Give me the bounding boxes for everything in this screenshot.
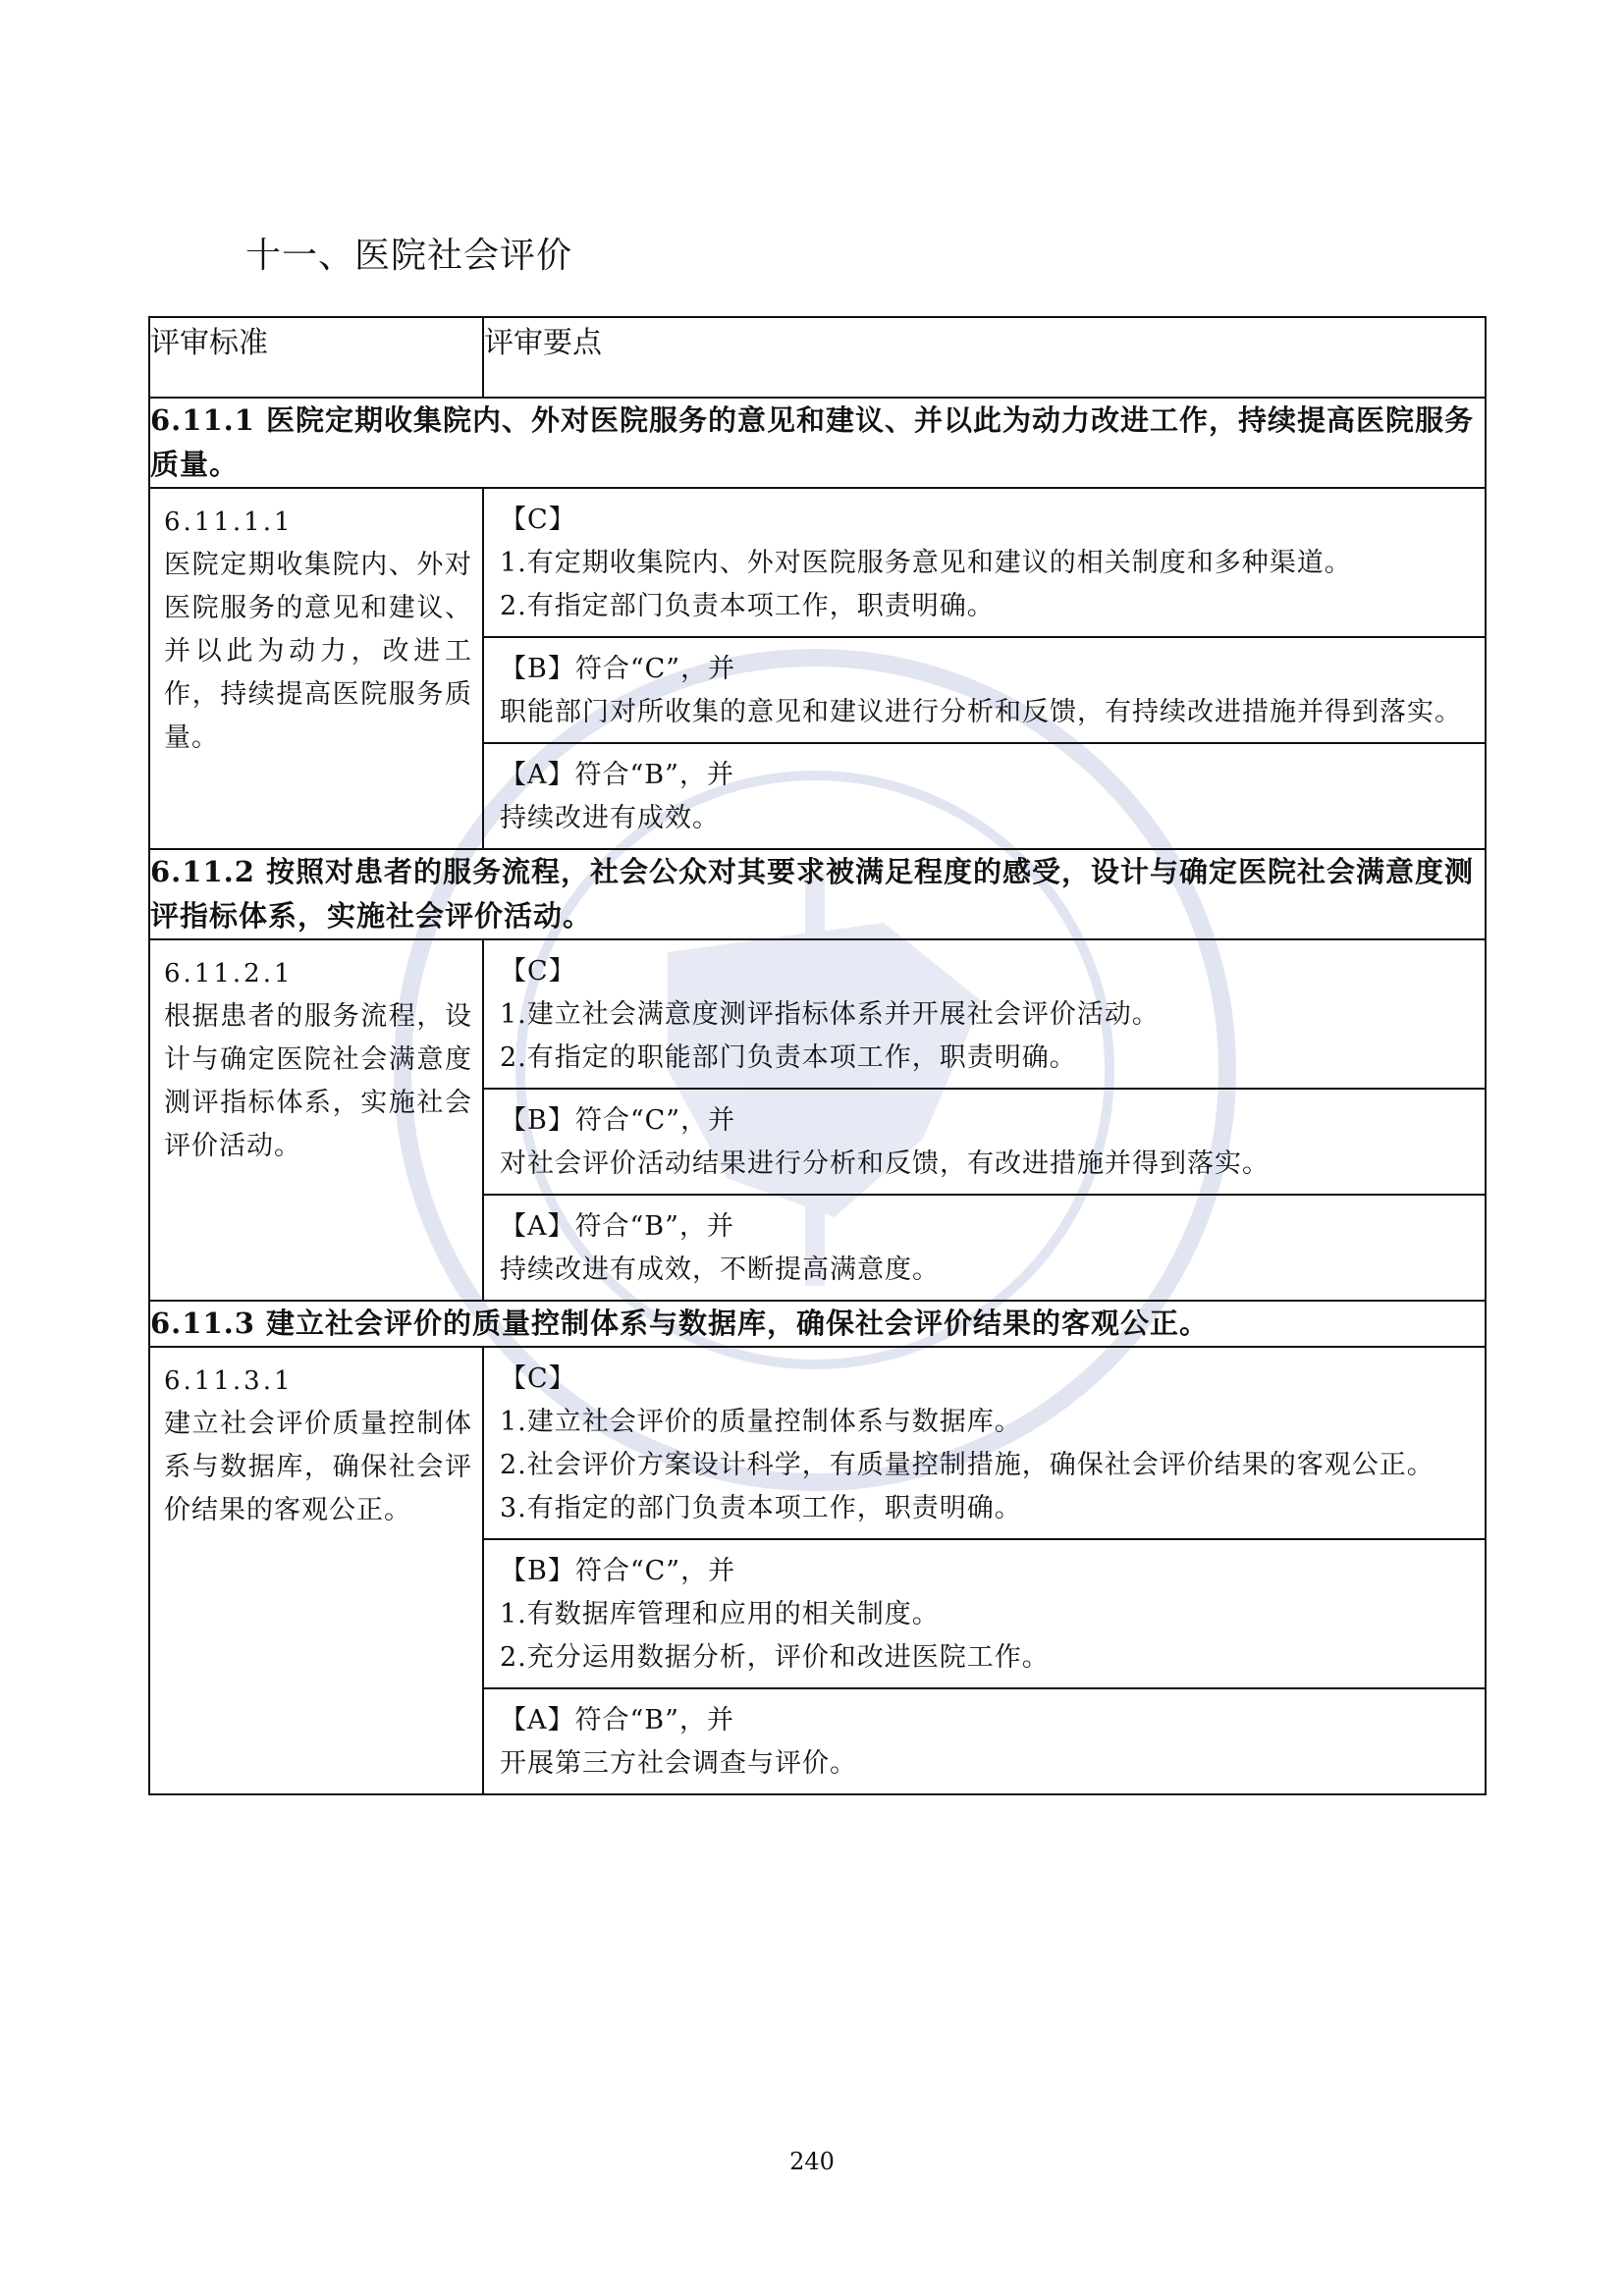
level-label: 【B】符合“C”，并 [500, 654, 736, 684]
level-line: 持续改进有成效，不断提高满意度。 [500, 1255, 940, 1285]
level-line: 1.建立社会满意度测评指标体系并开展社会评价活动。 [500, 999, 1160, 1030]
level-label: 【C】 [500, 505, 576, 535]
section-title: 十一、医院社会评价 [245, 236, 573, 276]
level-line: 3.有指定的部门负责本项工作，职责明确。 [500, 1493, 1022, 1523]
level-b-cell [483, 637, 1486, 743]
standard-title: 6.11.2 按照对患者的服务流程，社会公众对其要求被满足程度的感受，设计与确定医院社会满意度测评指标体系，实施社会评价活动。 [149, 849, 1486, 939]
level-line: 1.有定期收集院内、外对医院服务意见和建议的相关制度和多种渠道。 [500, 548, 1352, 578]
level-label: 【B】符合“C”，并 [500, 1105, 736, 1136]
item-cell [149, 939, 483, 1301]
level-b-cell [483, 1539, 1486, 1688]
item-cell [149, 488, 483, 849]
level-a-cell [483, 743, 1486, 849]
item-code: 6.11.2.1 [164, 959, 294, 988]
header-standard: 评审标准 [149, 317, 483, 398]
level-label: 【C】 [500, 956, 576, 987]
item-description: 根据患者的服务流程，设计与确定医院社会满意度测评指标体系，实施社会评价活动。 [164, 1001, 472, 1161]
level-line: 职能部门对所收集的意见和建议进行分析和反馈，有持续改进措施并得到落实。 [500, 697, 1462, 727]
item-description: 医院定期收集院内、外对医院服务的意见和建议、并以此为动力，改进工作，持续提高医院服务质量。 [164, 550, 472, 753]
standard-title: 6.11.1 医院定期收集院内、外对医院服务的意见和建议、并以此为动力改进工作，持续提高医院服务质量。 [149, 398, 1486, 488]
level-a-cell [483, 1195, 1486, 1301]
level-label: 【A】符合“B”，并 [500, 1211, 734, 1242]
header-points: 评审要点 [483, 317, 1486, 398]
level-c-cell [483, 1347, 1486, 1539]
level-line: 对社会评价活动结果进行分析和反馈，有改进措施并得到落实。 [500, 1148, 1270, 1179]
item-description: 建立社会评价质量控制体系与数据库，确保社会评价结果的客观公正。 [164, 1409, 472, 1525]
item-code: 6.11.3.1 [164, 1366, 294, 1396]
level-line: 2.社会评价方案设计科学，有质量控制措施，确保社会评价结果的客观公正。 [500, 1450, 1435, 1480]
page-number: 240 [789, 2148, 835, 2175]
level-line: 1.建立社会评价的质量控制体系与数据库。 [500, 1407, 1022, 1437]
level-label: 【B】符合“C”，并 [500, 1556, 736, 1586]
standard-title-row [149, 398, 1486, 488]
standards-table [148, 316, 1487, 1795]
level-a-cell [483, 1688, 1486, 1794]
standard-title-row [149, 849, 1486, 939]
level-line: 2.有指定的职能部门负责本项工作，职责明确。 [500, 1042, 1077, 1073]
level-label: 【C】 [500, 1363, 576, 1394]
item-code: 6.11.1.1 [164, 507, 294, 537]
level-line: 2.有指定部门负责本项工作，职责明确。 [500, 591, 995, 621]
level-line: 持续改进有成效。 [500, 803, 720, 833]
level-label: 【A】符合“B”，并 [500, 760, 734, 790]
table-header-row [149, 317, 1486, 398]
standard-title-row [149, 1301, 1486, 1347]
level-line: 1.有数据库管理和应用的相关制度。 [500, 1599, 940, 1629]
standard-title: 6.11.3 建立社会评价的质量控制体系与数据库，确保社会评价结果的客观公正。 [149, 1301, 1486, 1347]
level-c-cell [483, 488, 1486, 637]
level-b-cell [483, 1089, 1486, 1195]
level-line: 2.充分运用数据分析，评价和改进医院工作。 [500, 1642, 1050, 1673]
level-c-cell [483, 939, 1486, 1089]
item-cell [149, 1347, 483, 1794]
level-line: 开展第三方社会调查与评价。 [500, 1748, 857, 1779]
level-label: 【A】符合“B”，并 [500, 1705, 734, 1735]
